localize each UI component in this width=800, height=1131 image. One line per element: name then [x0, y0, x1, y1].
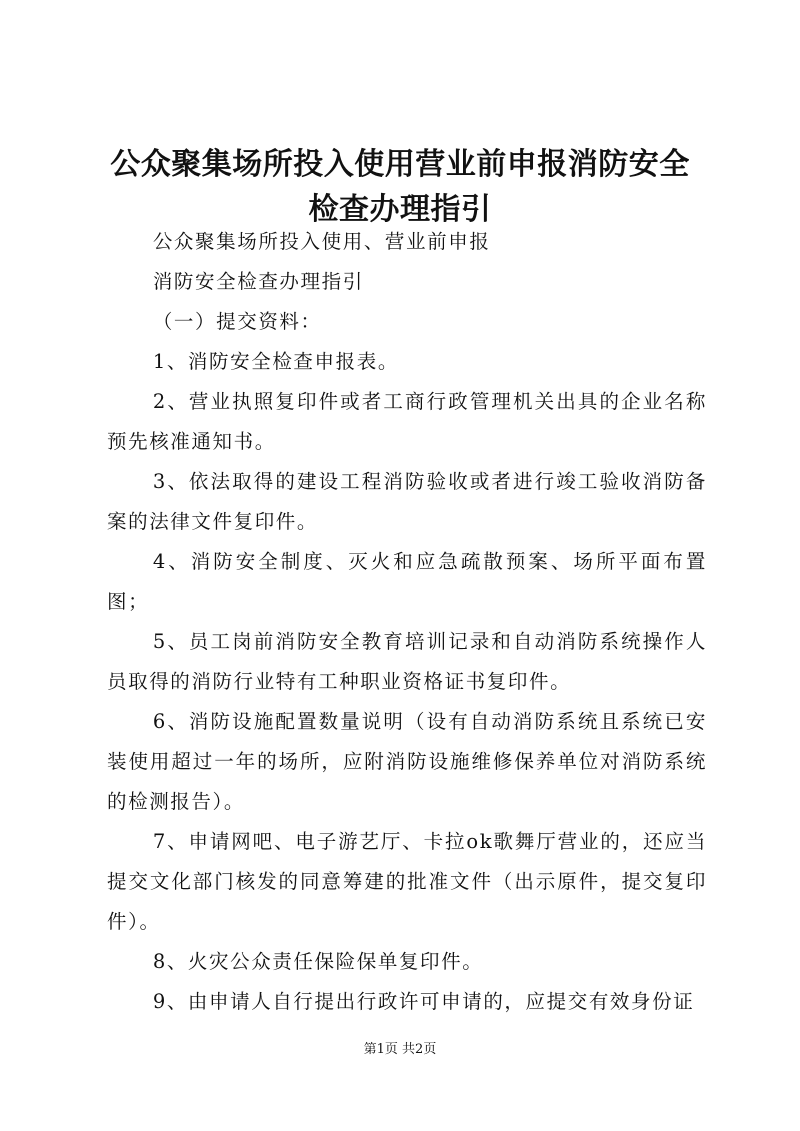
list-item: 3、依法取得的建设工程消防验收或者进行竣工验收消防备案的法律文件复印件。	[107, 470, 707, 533]
list-item: 7、申请网吧、电子游艺厅、卡拉ok歌舞厅营业的，还应当提交文化部门核发的同意筹建的批准文件（出示原件，提交复印件）。	[107, 830, 707, 933]
list-item: 6、消防设施配置数量说明（设有自动消防系统且系统已安装使用超过一年的场所，应附消防设施维修保养单位对消防系统的检测报告）。	[107, 710, 707, 813]
document-title: 公众聚集场所投入使用营业前申报消防安全检查办理指引	[110, 147, 690, 227]
list-item: 8、火灾公众责任保险保单复印件。	[152, 950, 484, 973]
list-item: 2、营业执照复印件或者工商行政管理机关出具的企业名称预先核准通知书。	[107, 390, 707, 453]
section-heading: （一）提交资料：	[152, 310, 322, 333]
list-item: 9、由申请人自行提出行政许可申请的，应提交有效身份证	[152, 990, 695, 1013]
page-footer: 第1页 共2页	[363, 1042, 437, 1057]
paragraph-subtitle-line-1: 公众聚集场所投入使用、营业前申报	[152, 230, 491, 253]
list-item: 5、员工岗前消防安全教育培训记录和自动消防系统操作人员取得的消防行业特有工种职业资格证书复印件。	[107, 630, 707, 693]
list-item: 4、消防安全制度、灭火和应急疏散预案、场所平面布置图；	[107, 550, 707, 613]
document-body	[107, 222, 707, 1022]
list-item: 1、消防安全检查申报表。	[152, 350, 399, 373]
paragraph-subtitle-line-2: 消防安全检查办理指引	[152, 270, 364, 293]
